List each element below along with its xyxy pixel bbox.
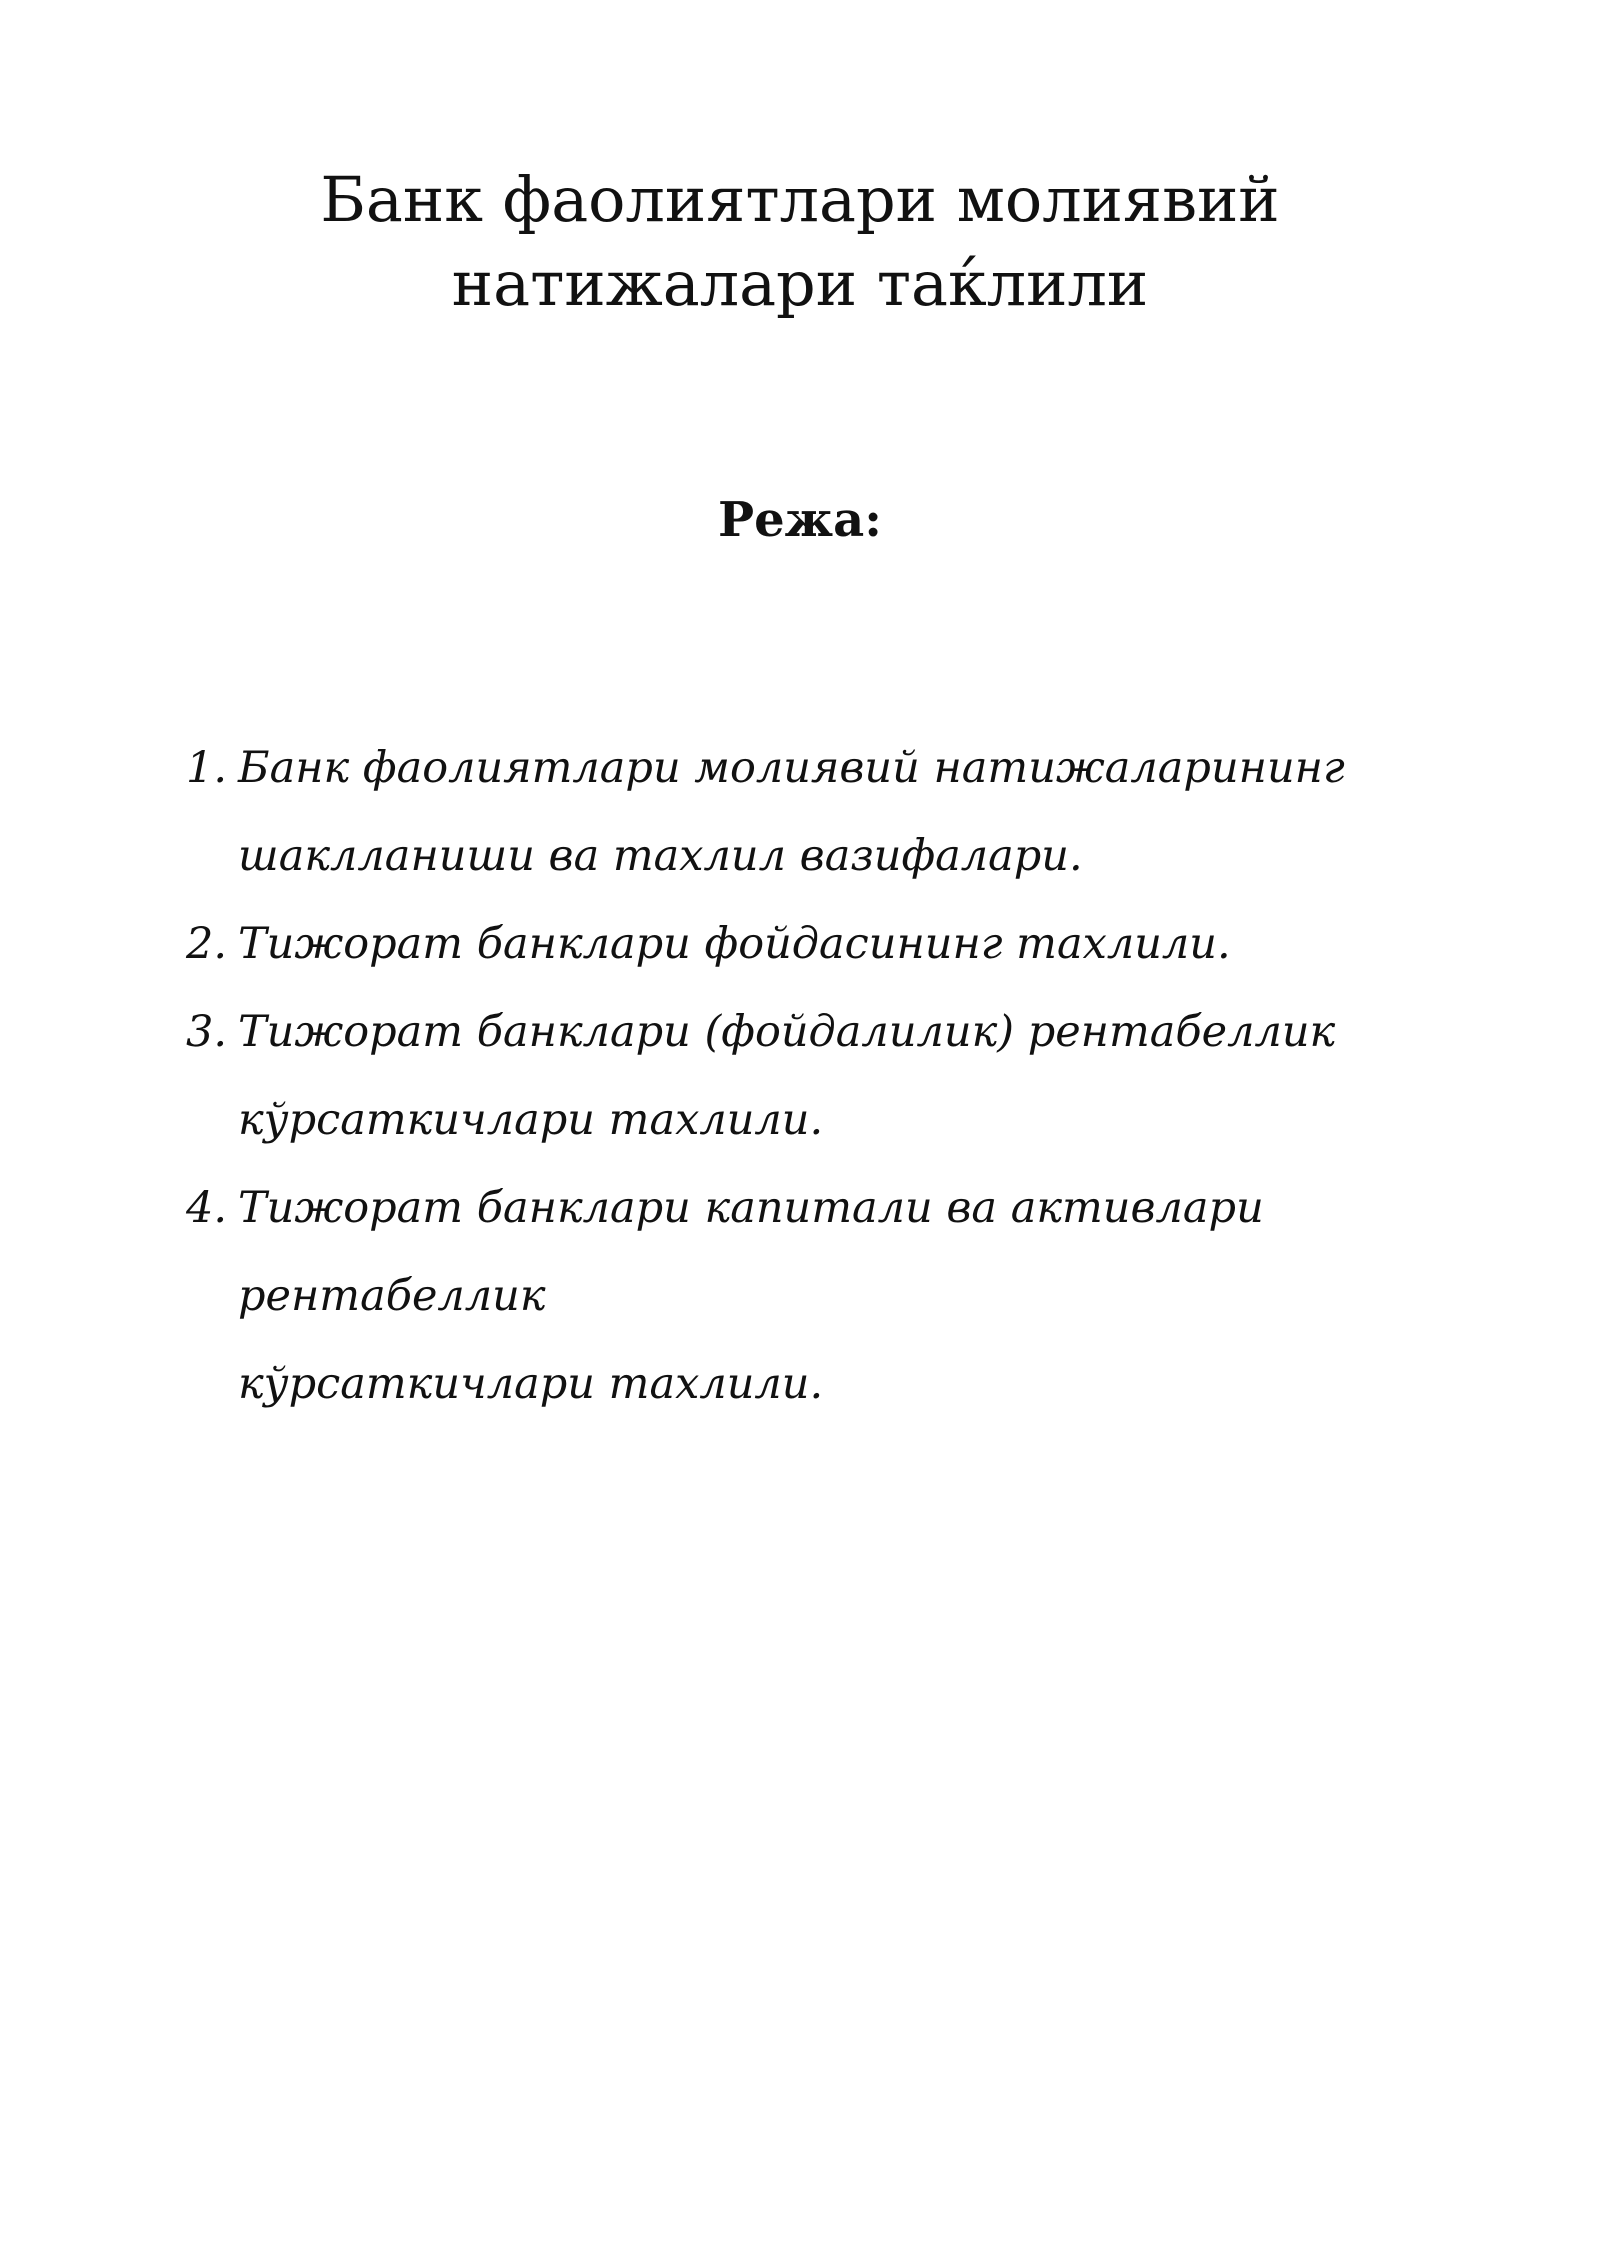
plan-item-text-line-1: Тижорат банклари фойдасининг тахлили. [238,919,1231,969]
document-title-line-1: Банк фаолиятлари молиявий [320,163,1280,236]
plan-item-text-line-1: Тижорат банклари капитали ва активлари рентабеллик [238,1183,1264,1321]
plan-item-text-line-1: Банк фаолиятлари молиявий натижаларининг [238,743,1345,793]
plan-item-text-line-2: шаклланиши ва тахлил вазифалари. [238,831,1083,881]
plan-item-text-line-2: кўрсаткичлари тахлили. [238,1359,824,1409]
plan-item-text-line-1: Тижорат банклари (фойдалилик) рентабеллик [238,1007,1336,1057]
plan-item-number: 2. [186,919,228,969]
plan-heading: Режа: [718,492,882,548]
plan-list-item [186,900,1486,988]
plan-list-item [186,724,1486,900]
plan-item-number: 1. [186,743,228,793]
plan-item-number: 4. [186,1183,228,1233]
plan-list-item [186,1164,1486,1428]
document-title-line-2: натижалари таќлили [451,247,1149,320]
plan-list [186,724,1486,1428]
document-title [0,158,1600,326]
plan-item-number: 3. [186,1007,228,1057]
plan-list-item [186,988,1486,1164]
plan-item-text-line-2: кўрсаткичлари тахлили. [238,1095,824,1145]
